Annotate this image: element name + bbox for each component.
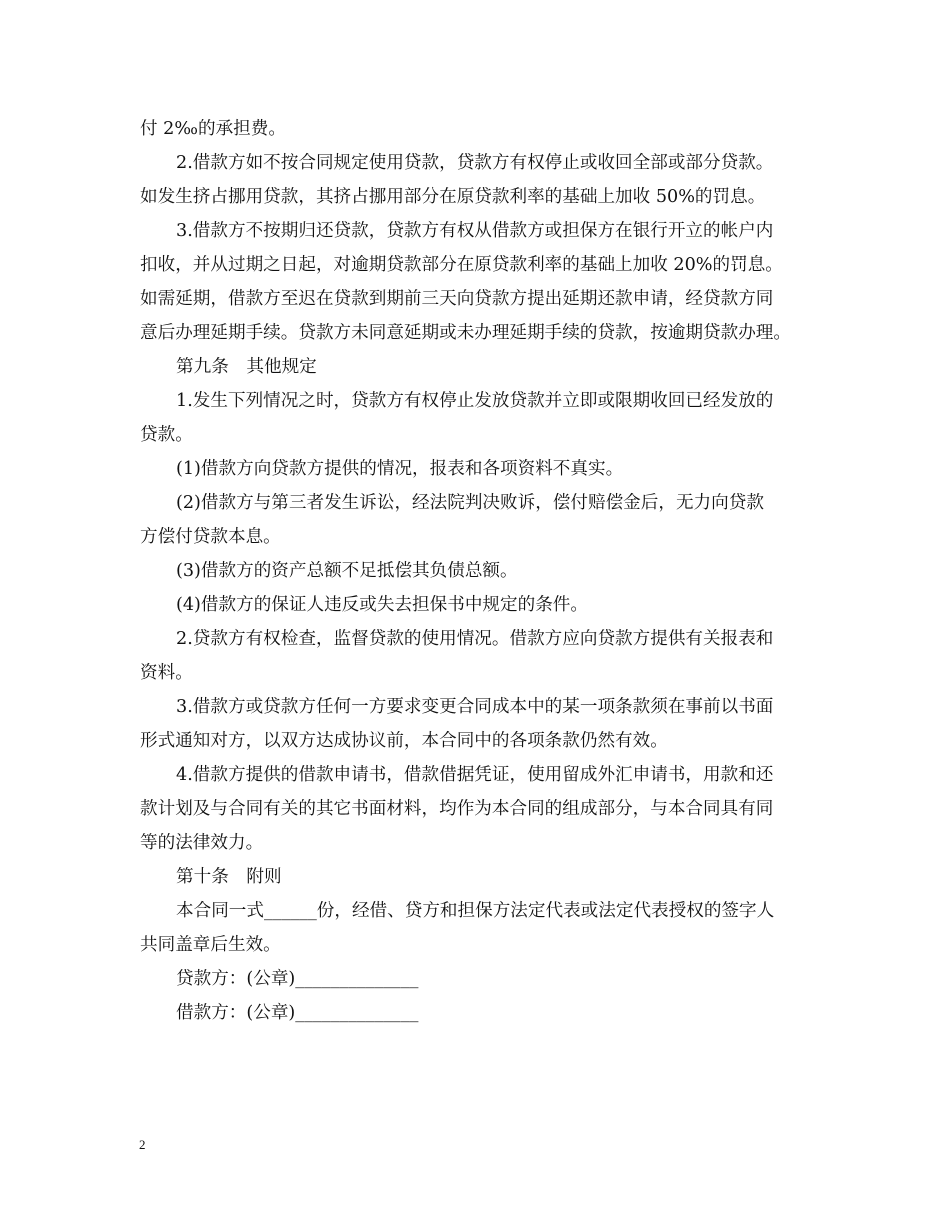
text-line: 意后办理延期手续。贷款方未同意延期或未办理延期手续的贷款，按逾期贷款办理。	[140, 323, 791, 343]
signature-line-lender: 贷款方：(公章)______________	[176, 969, 419, 989]
text-line: 4.借款方提供的借款申请书，借款借据凭证，使用留成外汇申请书，用款和还	[176, 765, 774, 785]
signature-line-borrower: 借款方：(公章)______________	[176, 1003, 419, 1023]
text-line: 如发生挤占挪用贷款，其挤占挪用部分在原贷款利率的基础上加收 50%的罚息。	[140, 187, 766, 207]
text-line: (3)借款方的资产总额不足抵偿其负债总额。	[176, 561, 518, 581]
text-line: 付 2‰的承担费。	[140, 119, 286, 139]
section-heading: 第九条 其他规定	[176, 357, 317, 377]
text-line: 2.借款方如不按合同规定使用贷款，贷款方有权停止或收回全部或部分贷款。	[176, 153, 774, 173]
text-line: 2.贷款方有权检查，监督贷款的使用情况。借款方应向贷款方提供有关报表和	[176, 629, 774, 649]
text-line: (1)借款方向贷款方提供的情况，报表和各项资料不真实。	[176, 459, 624, 479]
text-line: 贷款。	[140, 425, 193, 445]
text-line: 3.借款方不按期归还贷款，贷款方有权从借款方或担保方在银行开立的帐户内	[176, 221, 774, 241]
text-line: 如需延期，借款方至迟在贷款到期前三天向贷款方提出延期还款申请，经贷款方同	[140, 289, 774, 309]
document-body	[140, 112, 830, 1030]
text-line: 3.借款方或贷款方任何一方要求变更合同成本中的某一项条款须在事前以书面	[176, 697, 774, 717]
text-line: 等的法律效力。	[140, 833, 264, 853]
text-line: 资料。	[140, 663, 193, 683]
text-line: 形式通知对方，以双方达成协议前，本合同中的各项条款仍然有效。	[140, 731, 668, 751]
text-line: (2)借款方与第三者发生诉讼，经法院判决败诉，偿付赔偿金后，无力向贷款	[176, 493, 764, 513]
text-line: 共同盖章后生效。	[140, 935, 281, 955]
page-number: 2	[139, 1137, 146, 1152]
text-line: 款计划及与合同有关的其它书面材料，均作为本合同的组成部分，与本合同具有同	[140, 799, 774, 819]
text-line: 1.发生下列情况之时，贷款方有权停止发放贷款并立即或限期收回已经发放的	[176, 391, 774, 411]
text-line: (4)借款方的保证人违反或失去担保书中规定的条件。	[176, 595, 588, 615]
text-line: 本合同一式______份，经借、贷方和担保方法定代表或法定代表授权的签字人	[176, 901, 775, 921]
section-heading: 第十条 附则	[176, 867, 282, 887]
text-line: 扣收，并从过期之日起，对逾期贷款部分在原贷款利率的基础上加收 20%的罚息。	[140, 255, 783, 275]
text-line: 方偿付贷款本息。	[140, 527, 281, 547]
